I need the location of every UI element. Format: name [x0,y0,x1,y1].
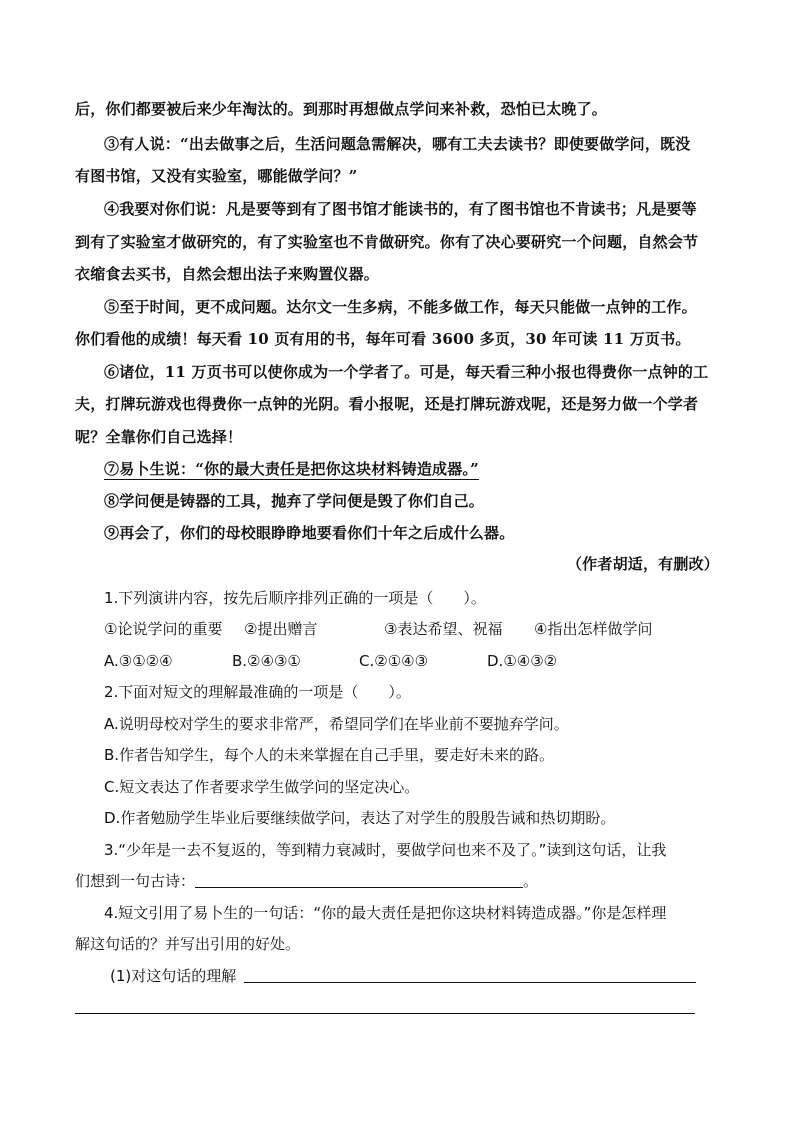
question-4-stem: 4.短文引用了易卜生的一句话：“你的最大责任是把你这块材料铸造成器。”你是怎样理 [104,904,667,922]
option-d[interactable]: D.①④③② [487,652,558,670]
option-c[interactable]: C.②①④③ [359,652,429,670]
question-1-item: ③表达希望、祝福 [384,620,503,638]
option-b[interactable]: B.②④③① [232,652,301,670]
passage-line: 有图书馆，又没有实验室，哪能做学问？” [75,167,358,185]
passage-line: 呢？全靠你们自己选择！ [75,428,243,446]
question-1-items [104,618,652,640]
passage-paragraph-6: ⑥诸位，11 万页书可以使你成为一个学者了。可是，每天看三种小报也得费你一点钟的工 [104,363,709,381]
source-note: （作者胡适，有删改） [566,555,719,573]
passage-line: 衣缩食去买书，自然会想出法子来购置仪器。 [75,265,380,283]
question-1-item: ①论说学问的重要 [104,620,223,638]
answer-blank[interactable] [195,871,523,888]
passage-paragraph-5: ⑤至于时间，更不成问题。达尔文一生多病，不能多做工作，每天只能做一点钟的工作。 [104,298,697,316]
option-a[interactable]: A.说明母校对学生的要求非常严，希望同学们在毕业前不要抛弃学问。 [104,715,569,733]
question-3-prefix: 们想到一句古诗： [75,872,196,890]
passage-line: 你们看他的成绩！每天看 10 页有用的书，每年可看 3600 多页，30 年可读 11 万页书。 [75,330,691,348]
question-3-stem: 3.“少年是一去不复返的，等到精力衰减时，要做学问也来不及了。”读到这句话，让我 [104,841,667,859]
option-d[interactable]: D.作者勉励学生毕业后要继续做学问，表达了对学生的殷殷告诫和热切期盼。 [104,809,616,827]
option-a[interactable]: A.③①②④ [104,652,173,670]
option-b[interactable]: B.作者告知学生，每个人的未来掌握在自己手里，要走好未来的路。 [104,746,555,764]
question-1-options [104,650,557,672]
question-2-stem: 2.下面对短文的理解最准确的一项是（ ）。 [104,683,411,701]
question-3-answer-line [75,870,538,892]
answer-blank[interactable] [244,966,696,983]
passage-paragraph-7 [104,458,479,480]
question-1-item: ②提出赠言 [244,620,318,638]
question-4-sub-1-label: (1)对这句话的理解 [110,967,237,985]
question-4-stem-cont: 解这句话的？并写出引用的好处。 [75,935,301,953]
question-1-stem: 1.下列演讲内容，按先后顺序排列正确的一项是（ ）。 [104,589,486,607]
passage-line: 后，你们都要被后来少年淘汰的。到那时再想做点学问来补救，恐怕已太晚了。 [75,100,608,118]
passage-paragraph-3: ③有人说：“出去做事之后，生活问题急需解决，哪有工夫去读书？即使要做学问，既没 [104,135,691,153]
underlined-quote: ⑦易卜生说：“你的最大责任是把你这块材料铸造成器。” [104,460,479,478]
passage-line: 到有了实验室才做研究的，有了实验室也不肯做研究。你有了决心要研究一个问题，自然会节 [75,233,699,251]
passage-line: 夫，打牌玩游戏也得费你一点钟的光阴。看小报呢，还是打牌玩游戏呢，还是努力做一个学者 [75,395,699,413]
passage-paragraph-9: ⑨再会了，你们的母校眼睁睁地要看你们十年之后成什么器。 [104,524,515,542]
question-4-sub-1 [110,965,696,987]
answer-blank[interactable] [75,997,695,1014]
passage-paragraph-4: ④我要对你们说：凡是要等到有了图书馆才能读书的，有了图书馆也不肯读书；凡是要等 [104,200,697,218]
question-1-item: ④指出怎样做学问 [534,620,653,638]
question-3-suffix: 。 [523,872,539,890]
option-c[interactable]: C.短文表达了作者要求学生做学问的坚定决心。 [104,778,420,796]
question-4-answer-line [75,996,695,1018]
passage-paragraph-8: ⑧学问便是铸器的工具，抛弃了学问便是毁了你们自己。 [104,492,485,510]
